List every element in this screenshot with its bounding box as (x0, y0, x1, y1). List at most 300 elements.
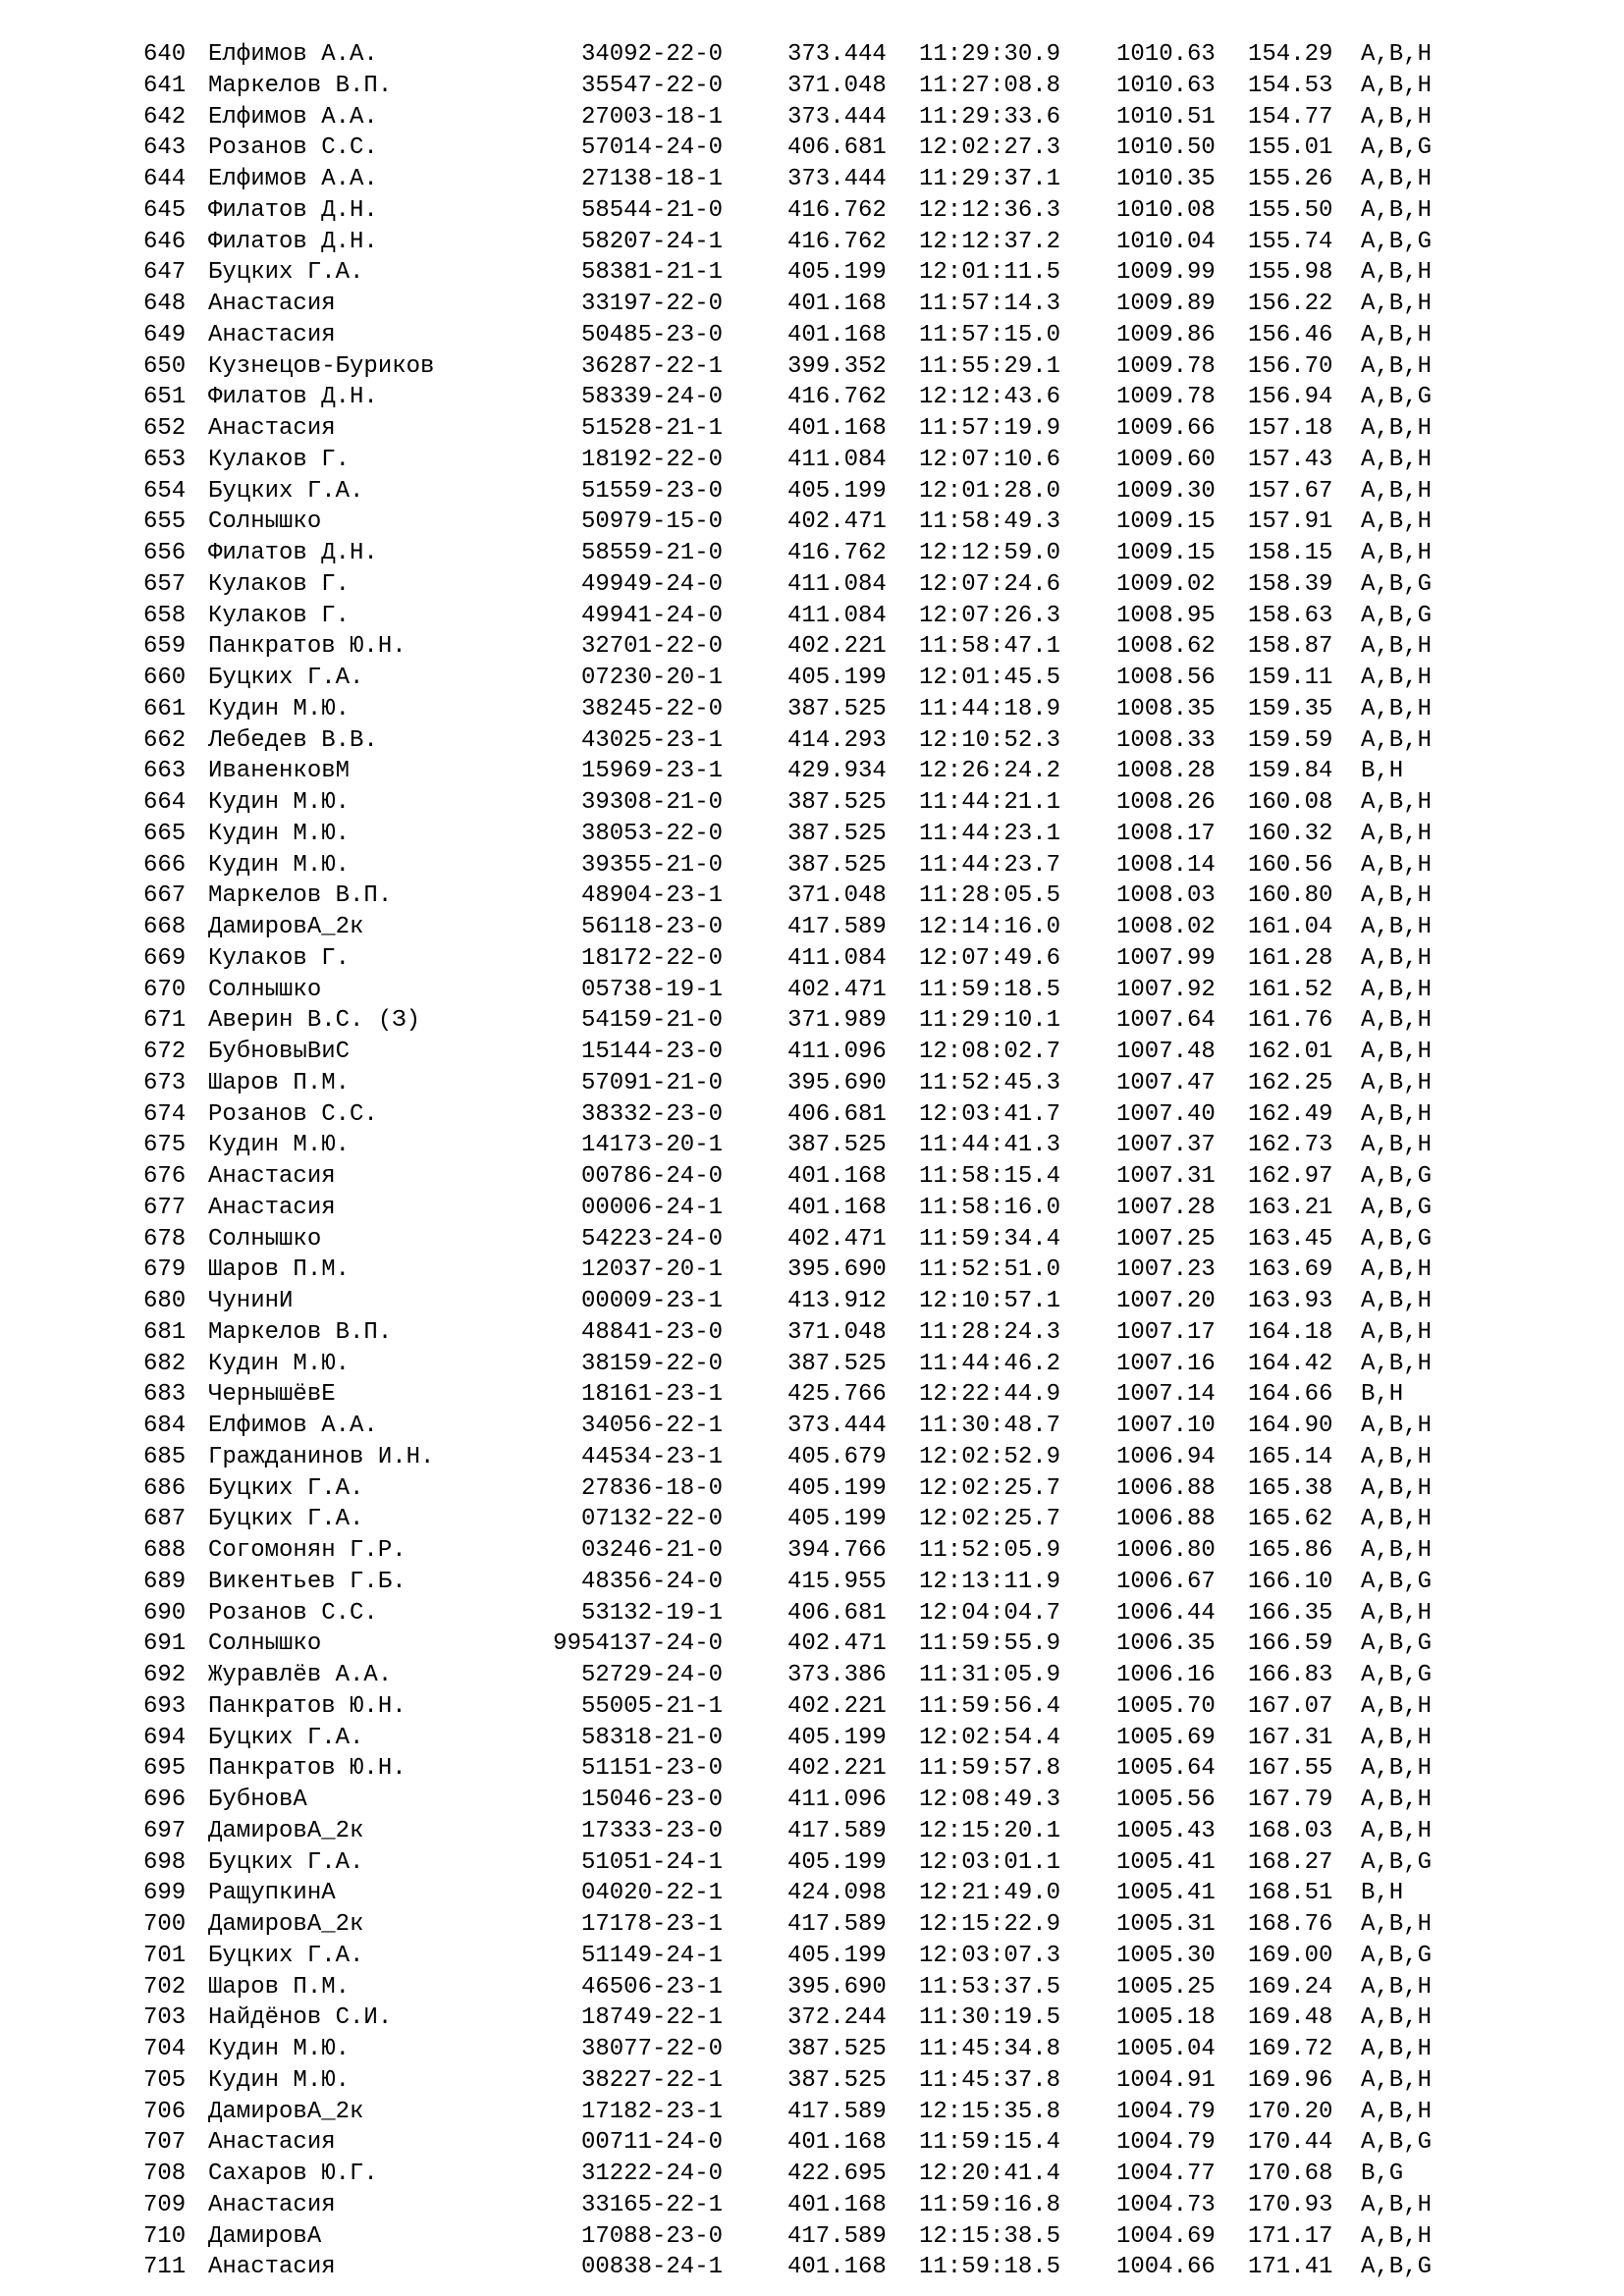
coefficient: 163.93 (1248, 1288, 1333, 1314)
coefficient: 154.29 (1248, 41, 1333, 68)
flags: A,B,H (1361, 633, 1433, 661)
place-number: 654 (143, 477, 187, 505)
table-row (0, 102, 1624, 133)
table-row (0, 756, 1624, 787)
place-number: 701 (143, 1942, 187, 1969)
place-number: 676 (143, 1163, 187, 1190)
distance: 411.084 (787, 602, 887, 629)
speed: 1010.35 (1116, 166, 1216, 192)
arrival-time: 11:59:16.8 (919, 2191, 1061, 2218)
speed: 1007.10 (1116, 1413, 1216, 1439)
ring-number: 34092-22-0 (580, 41, 723, 68)
flags: A,B,G (1361, 1225, 1433, 1253)
coefficient: 166.59 (1248, 1630, 1333, 1658)
coefficient: 158.39 (1248, 570, 1333, 598)
place-number: 663 (143, 758, 187, 785)
table-row (0, 1255, 1624, 1286)
ring-number: 38227-22-1 (580, 2066, 723, 2094)
arrival-time: 12:07:10.6 (919, 446, 1061, 473)
ring-number: 18749-22-1 (580, 2004, 723, 2032)
fancier-name: Буцких Г.А. (208, 1848, 364, 1876)
place-number: 641 (143, 72, 187, 99)
coefficient: 159.59 (1248, 726, 1333, 754)
place-number: 688 (143, 1537, 187, 1564)
flags: A,B,G (1361, 1630, 1433, 1658)
arrival-time: 12:10:52.3 (919, 726, 1061, 754)
fancier-name: Кулаков Г. (208, 570, 351, 598)
table-row (0, 1785, 1624, 1816)
speed: 1009.66 (1116, 415, 1216, 442)
arrival-time: 11:28:24.3 (919, 1318, 1061, 1346)
place-number: 673 (143, 1069, 187, 1096)
fancier-name: Розанов С.С. (208, 1599, 378, 1627)
place-number: 671 (143, 1007, 187, 1035)
speed: 1009.78 (1116, 352, 1216, 380)
distance: 405.199 (787, 259, 887, 287)
arrival-time: 11:29:10.1 (919, 1007, 1061, 1035)
table-row (0, 1691, 1624, 1723)
distance: 425.766 (787, 1381, 887, 1409)
table-row (0, 1473, 1624, 1505)
distance: 373.444 (787, 41, 887, 68)
table-row (0, 1193, 1624, 1224)
table-row (0, 507, 1624, 538)
coefficient: 156.94 (1248, 384, 1333, 411)
speed: 1007.37 (1116, 1132, 1216, 1159)
flags: A,B,H (1361, 1288, 1433, 1314)
results-table (0, 39, 1624, 2283)
table-row (0, 2065, 1624, 2097)
fancier-name: Анастасия (208, 321, 336, 348)
arrival-time: 11:30:19.5 (919, 2004, 1061, 2032)
distance: 411.084 (787, 446, 887, 473)
table-row (0, 133, 1624, 164)
table-row (0, 943, 1624, 975)
fancier-name: Елфимов А.А. (208, 166, 378, 192)
place-number: 696 (143, 1787, 187, 1813)
table-row (0, 1660, 1624, 1691)
fancier-name: Кудин М.Ю. (208, 820, 351, 847)
place-number: 650 (143, 352, 187, 380)
arrival-time: 12:02:25.7 (919, 1474, 1061, 1502)
table-row (0, 1723, 1624, 1754)
place-number: 657 (143, 570, 187, 598)
fancier-name: ДамировА (208, 2222, 322, 2250)
distance: 424.098 (787, 1880, 887, 1907)
ring-number: 38332-23-0 (580, 1100, 723, 1128)
fancier-name: Буцких Г.А. (208, 1942, 364, 1969)
place-number: 690 (143, 1599, 187, 1627)
flags: A,B,H (1361, 321, 1433, 348)
arrival-time: 12:07:26.3 (919, 602, 1061, 629)
arrival-time: 12:04:04.7 (919, 1599, 1061, 1627)
distance: 405.199 (787, 1506, 887, 1533)
flags: A,B,H (1361, 851, 1433, 879)
speed: 1010.04 (1116, 228, 1216, 255)
place-number: 668 (143, 914, 187, 940)
table-row (0, 975, 1624, 1006)
speed: 1009.60 (1116, 446, 1216, 473)
ring-number: 07132-22-0 (580, 1506, 723, 1533)
speed: 1008.33 (1116, 726, 1216, 754)
ring-number: 51151-23-0 (580, 1755, 723, 1783)
coefficient: 162.97 (1248, 1163, 1333, 1190)
coefficient: 170.44 (1248, 2129, 1333, 2157)
fancier-name: Сахаров Ю.Г. (208, 2161, 378, 2187)
coefficient: 162.25 (1248, 1069, 1333, 1096)
flags: A,B,H (1361, 291, 1433, 317)
distance: 416.762 (787, 540, 887, 566)
distance: 417.589 (787, 2222, 887, 2250)
fancier-name: Журавлёв А.А. (208, 1662, 393, 1688)
arrival-time: 12:01:11.5 (919, 259, 1061, 287)
coefficient: 165.86 (1248, 1537, 1333, 1564)
speed: 1005.41 (1116, 1848, 1216, 1876)
distance: 405.679 (787, 1443, 887, 1470)
flags: A,B,H (1361, 1692, 1433, 1720)
place-number: 653 (143, 446, 187, 473)
coefficient: 164.66 (1248, 1381, 1333, 1409)
flags: A,B,H (1361, 1132, 1433, 1159)
flags: A,B,H (1361, 1817, 1433, 1844)
coefficient: 156.70 (1248, 352, 1333, 380)
speed: 1005.43 (1116, 1817, 1216, 1844)
table-row (0, 1161, 1624, 1193)
fancier-name: Кудин М.Ю. (208, 789, 351, 816)
distance: 405.199 (787, 1724, 887, 1751)
flags: A,B,H (1361, 976, 1433, 1003)
ring-number: 17182-23-1 (580, 2098, 723, 2125)
ring-number: 51051-24-1 (580, 1848, 723, 1876)
speed: 1006.88 (1116, 1506, 1216, 1533)
place-number: 695 (143, 1755, 187, 1783)
table-row (0, 289, 1624, 320)
speed: 1010.50 (1116, 134, 1216, 162)
speed: 1005.04 (1116, 2036, 1216, 2062)
speed: 1005.30 (1116, 1942, 1216, 1969)
fancier-name: Маркелов В.П. (208, 882, 393, 910)
place-number: 643 (143, 134, 187, 162)
fancier-name: Найдёнов С.И. (208, 2004, 393, 2032)
flags: A,B,H (1361, 1350, 1433, 1377)
coefficient: 170.20 (1248, 2098, 1333, 2125)
place-number: 679 (143, 1256, 187, 1284)
distance: 395.690 (787, 1069, 887, 1096)
place-number: 711 (143, 2254, 187, 2281)
ring-number: 58207-24-1 (580, 228, 723, 255)
table-row (0, 320, 1624, 351)
place-number: 644 (143, 166, 187, 192)
ring-number: 54223-24-0 (580, 1225, 723, 1253)
ring-number: 55005-21-1 (580, 1692, 723, 1720)
speed: 1005.31 (1116, 1911, 1216, 1938)
ring-number: 00009-23-1 (580, 1288, 723, 1314)
place-number: 664 (143, 789, 187, 816)
place-number: 684 (143, 1413, 187, 1439)
arrival-time: 12:02:54.4 (919, 1724, 1061, 1751)
table-row (0, 881, 1624, 912)
fancier-name: ДамировА_2к (208, 1911, 364, 1938)
distance: 411.096 (787, 1039, 887, 1065)
coefficient: 159.11 (1248, 665, 1333, 691)
speed: 1007.25 (1116, 1225, 1216, 1253)
fancier-name: Филатов Д.Н. (208, 540, 378, 566)
arrival-time: 11:27:08.8 (919, 72, 1061, 99)
arrival-time: 12:07:49.6 (919, 944, 1061, 972)
coefficient: 156.46 (1248, 321, 1333, 348)
arrival-time: 12:14:16.0 (919, 914, 1061, 940)
flags: A,B,G (1361, 1848, 1433, 1876)
flags: A,B,G (1361, 2254, 1433, 2281)
distance: 402.471 (787, 508, 887, 536)
arrival-time: 12:13:11.9 (919, 1568, 1061, 1595)
ring-number: 39355-21-0 (580, 851, 723, 879)
arrival-time: 11:59:18.5 (919, 2254, 1061, 2281)
fancier-name: Буцких Г.А. (208, 1474, 364, 1502)
speed: 1006.94 (1116, 1443, 1216, 1470)
flags: A,B,H (1361, 1787, 1433, 1813)
speed: 1007.48 (1116, 1039, 1216, 1065)
speed: 1004.73 (1116, 2191, 1216, 2218)
place-number: 659 (143, 633, 187, 661)
fancier-name: Кузнецов-Буриков (208, 352, 435, 380)
fancier-name: Шаров П.М. (208, 1973, 351, 2001)
arrival-time: 12:01:28.0 (919, 477, 1061, 505)
distance: 402.221 (787, 633, 887, 661)
coefficient: 161.04 (1248, 914, 1333, 940)
speed: 1008.26 (1116, 789, 1216, 816)
ring-number: 17088-23-0 (580, 2222, 723, 2250)
arrival-time: 12:12:37.2 (919, 228, 1061, 255)
ring-number: 00006-24-1 (580, 1194, 723, 1221)
distance: 387.525 (787, 789, 887, 816)
distance: 402.471 (787, 1630, 887, 1658)
fancier-name: Панкратов Ю.Н. (208, 1755, 406, 1783)
arrival-time: 11:57:14.3 (919, 291, 1061, 317)
flags: A,B,H (1361, 2066, 1433, 2094)
arrival-time: 11:44:46.2 (919, 1350, 1061, 1377)
place-number: 704 (143, 2036, 187, 2062)
distance: 402.471 (787, 1225, 887, 1253)
coefficient: 163.45 (1248, 1225, 1333, 1253)
place-number: 683 (143, 1381, 187, 1409)
arrival-time: 11:53:37.5 (919, 1973, 1061, 2001)
ring-number: 27836-18-0 (580, 1474, 723, 1502)
fancier-name: Маркелов В.П. (208, 1318, 393, 1346)
ring-number: 03246-21-0 (580, 1537, 723, 1564)
ring-number: 48841-23-0 (580, 1318, 723, 1346)
fancier-name: Панкратов Ю.Н. (208, 1692, 406, 1720)
distance: 417.589 (787, 1911, 887, 1938)
speed: 1007.17 (1116, 1318, 1216, 1346)
fancier-name: ДамировА_2к (208, 914, 364, 940)
distance: 387.525 (787, 695, 887, 722)
arrival-time: 11:52:05.9 (919, 1537, 1061, 1564)
arrival-time: 11:57:15.0 (919, 321, 1061, 348)
coefficient: 156.22 (1248, 291, 1333, 317)
coefficient: 165.62 (1248, 1506, 1333, 1533)
flags: A,B,H (1361, 196, 1433, 224)
arrival-time: 12:15:38.5 (919, 2222, 1061, 2250)
fancier-name: Солнышко (208, 976, 322, 1003)
fancier-name: Кудин М.Ю. (208, 2066, 351, 2094)
ring-number: 56118-23-0 (580, 914, 723, 940)
speed: 1006.35 (1116, 1630, 1216, 1658)
place-number: 658 (143, 602, 187, 629)
flags: A,B,H (1361, 1069, 1433, 1096)
ring-number: 15144-23-0 (580, 1039, 723, 1065)
place-number: 689 (143, 1568, 187, 1595)
table-row (0, 2034, 1624, 2065)
flags: B,H (1361, 1880, 1404, 1907)
distance: 402.221 (787, 1755, 887, 1783)
fancier-name: Аверин В.С. (З) (208, 1007, 421, 1035)
place-number: 672 (143, 1039, 187, 1065)
arrival-time: 11:59:18.5 (919, 976, 1061, 1003)
table-row (0, 1535, 1624, 1567)
distance: 402.471 (787, 976, 887, 1003)
distance: 373.444 (787, 1413, 887, 1439)
table-row (0, 725, 1624, 757)
ring-number: 53132-19-1 (580, 1599, 723, 1627)
distance: 401.168 (787, 1194, 887, 1221)
coefficient: 157.67 (1248, 477, 1333, 505)
ring-number: 51149-24-1 (580, 1942, 723, 1969)
arrival-time: 11:58:15.4 (919, 1163, 1061, 1190)
fancier-name: Елфимов А.А. (208, 1413, 378, 1439)
place-number: 642 (143, 103, 187, 131)
table-row (0, 1442, 1624, 1473)
table-row (0, 476, 1624, 507)
flags: A,B,H (1361, 944, 1433, 972)
coefficient: 163.69 (1248, 1256, 1333, 1284)
arrival-time: 11:57:19.9 (919, 415, 1061, 442)
distance: 387.525 (787, 1132, 887, 1159)
fancier-name: Кудин М.Ю. (208, 851, 351, 879)
table-row (0, 1317, 1624, 1349)
distance: 394.766 (787, 1537, 887, 1564)
table-row (0, 2002, 1624, 2034)
ring-number: 27003-18-1 (580, 103, 723, 131)
coefficient: 169.24 (1248, 1973, 1333, 2001)
table-row (0, 1286, 1624, 1317)
coefficient: 158.15 (1248, 540, 1333, 566)
coefficient: 161.76 (1248, 1007, 1333, 1035)
distance: 417.589 (787, 914, 887, 940)
place-number: 687 (143, 1506, 187, 1533)
arrival-time: 11:28:05.5 (919, 882, 1061, 910)
place-number: 674 (143, 1100, 187, 1128)
arrival-time: 11:30:48.7 (919, 1413, 1061, 1439)
distance: 429.934 (787, 758, 887, 785)
coefficient: 160.32 (1248, 820, 1333, 847)
ring-number: 14173-20-1 (580, 1132, 723, 1159)
speed: 1008.95 (1116, 602, 1216, 629)
arrival-time: 11:58:47.1 (919, 633, 1061, 661)
distance: 387.525 (787, 820, 887, 847)
coefficient: 168.76 (1248, 1911, 1333, 1938)
flags: A,B,G (1361, 1568, 1433, 1595)
arrival-time: 11:59:15.4 (919, 2129, 1061, 2157)
ring-number: 33165-22-1 (580, 2191, 723, 2218)
fancier-name: Шаров П.М. (208, 1256, 351, 1284)
coefficient: 154.53 (1248, 72, 1333, 99)
ring-number: 39308-21-0 (580, 789, 723, 816)
ring-number: 9954137-24-0 (553, 1630, 723, 1658)
place-number: 691 (143, 1630, 187, 1658)
arrival-time: 12:03:41.7 (919, 1100, 1061, 1128)
table-row (0, 257, 1624, 289)
fancier-name: Филатов Д.Н. (208, 228, 378, 255)
place-number: 648 (143, 291, 187, 317)
ring-number: 18192-22-0 (580, 446, 723, 473)
place-number: 680 (143, 1288, 187, 1314)
coefficient: 170.68 (1248, 2161, 1333, 2187)
flags: A,B,H (1361, 103, 1433, 131)
table-row (0, 850, 1624, 881)
arrival-time: 11:29:33.6 (919, 103, 1061, 131)
coefficient: 167.55 (1248, 1755, 1333, 1783)
place-number: 652 (143, 415, 187, 442)
speed: 1008.35 (1116, 695, 1216, 722)
flags: A,B,H (1361, 2191, 1433, 2218)
flags: A,B,H (1361, 1413, 1433, 1439)
ring-number: 58381-21-1 (580, 259, 723, 287)
distance: 411.096 (787, 1787, 887, 1813)
speed: 1010.08 (1116, 196, 1216, 224)
ring-number: 44534-23-1 (580, 1443, 723, 1470)
ring-number: 50979-15-0 (580, 508, 723, 536)
coefficient: 159.35 (1248, 695, 1333, 722)
fancier-name: ИваненковМ (208, 758, 351, 785)
distance: 416.762 (787, 196, 887, 224)
flags: A,B,H (1361, 415, 1433, 442)
arrival-time: 12:22:44.9 (919, 1381, 1061, 1409)
speed: 1005.25 (1116, 1973, 1216, 2001)
ring-number: 57091-21-0 (580, 1069, 723, 1096)
ring-number: 33197-22-0 (580, 291, 723, 317)
distance: 406.681 (787, 1100, 887, 1128)
speed: 1008.56 (1116, 665, 1216, 691)
flags: A,B,H (1361, 2004, 1433, 2032)
speed: 1006.80 (1116, 1537, 1216, 1564)
table-row (0, 1629, 1624, 1660)
fancier-name: Кулаков Г. (208, 944, 351, 972)
place-number: 667 (143, 882, 187, 910)
speed: 1004.79 (1116, 2098, 1216, 2125)
table-row (0, 1005, 1624, 1037)
ring-number: 52729-24-0 (580, 1662, 723, 1688)
distance: 405.199 (787, 477, 887, 505)
ring-number: 00711-24-0 (580, 2129, 723, 2157)
place-number: 677 (143, 1194, 187, 1221)
arrival-time: 12:03:01.1 (919, 1848, 1061, 1876)
place-number: 675 (143, 1132, 187, 1159)
coefficient: 171.17 (1248, 2222, 1333, 2250)
coefficient: 166.10 (1248, 1568, 1333, 1595)
ring-number: 07230-20-1 (580, 665, 723, 691)
coefficient: 169.96 (1248, 2066, 1333, 2094)
table-row (0, 1847, 1624, 1879)
arrival-time: 12:02:52.9 (919, 1443, 1061, 1470)
coefficient: 161.52 (1248, 976, 1333, 1003)
ring-number: 43025-23-1 (580, 726, 723, 754)
arrival-time: 12:08:02.7 (919, 1039, 1061, 1065)
place-number: 640 (143, 41, 187, 68)
flags: A,B,H (1361, 1007, 1433, 1035)
speed: 1004.79 (1116, 2129, 1216, 2157)
table-row (0, 1504, 1624, 1535)
